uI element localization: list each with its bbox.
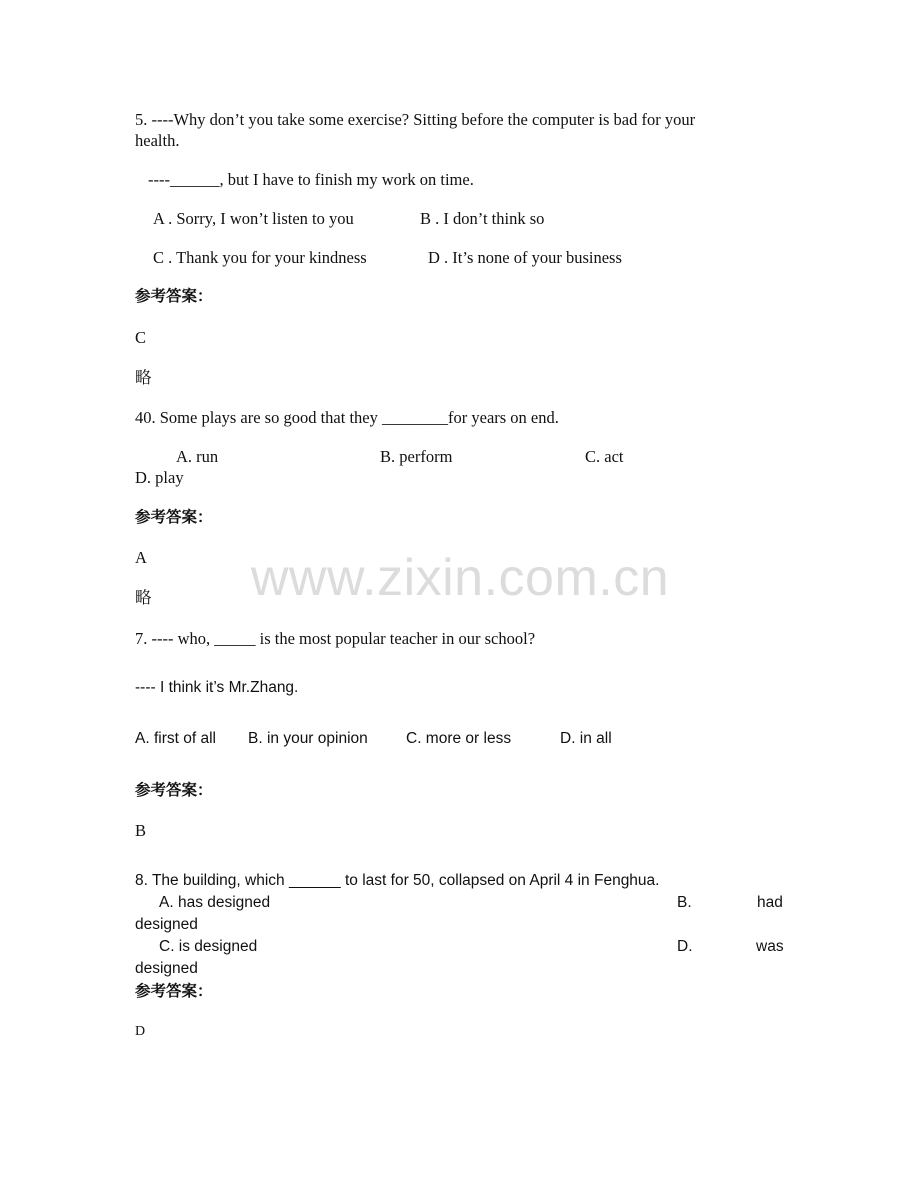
- q5-stem-line1: 5. ----Why don’t you take some exercise? Sitting before the computer is bad for your: [135, 110, 696, 129]
- q7-option-b: B. in your opinion: [248, 730, 368, 747]
- q40-answer-label: 参考答案：: [135, 508, 213, 526]
- q40-note: 略: [135, 588, 152, 607]
- q7-stem: 7. ---- who, _____ is the most popular teacher in our school?: [135, 629, 536, 648]
- q8-stem: 8. The building, which ______ to last for 50, collapsed on April 4 in Fenghua.: [135, 872, 660, 889]
- q5-option-a: A . Sorry, I won’t listen to you: [153, 209, 354, 228]
- q8-option-d-word1: was: [756, 938, 784, 955]
- q7-reply: ---- I think it’s Mr.Zhang.: [135, 679, 299, 696]
- q40-option-a: A. run: [176, 447, 219, 466]
- q8-option-d-word2: designed: [135, 960, 198, 977]
- q8-answer-label: 参考答案：: [135, 982, 213, 1000]
- q40-option-b: B. perform: [380, 447, 453, 466]
- q5-option-b: B . I don’t think so: [420, 209, 545, 228]
- q5-answer: C: [135, 328, 147, 347]
- q5-option-c: C . Thank you for your kindness: [153, 248, 367, 267]
- q5-note: 略: [135, 368, 152, 387]
- q40-answer: A: [135, 548, 147, 567]
- q8-option-b-letter: B.: [677, 894, 692, 911]
- q7-option-c: C. more or less: [406, 730, 512, 747]
- watermark: www.zixin.com.cn: [250, 549, 670, 607]
- q8-option-b-word2: designed: [135, 916, 198, 933]
- q40-option-d: D. play: [135, 468, 184, 487]
- q40-option-c: C. act: [585, 447, 624, 466]
- q7-answer: B: [135, 821, 147, 840]
- q7-option-d: D. in all: [560, 730, 612, 747]
- q5-reply: ----______, but I have to finish my work on time.: [148, 170, 474, 189]
- q5-option-d: D . It’s none of your business: [428, 248, 622, 267]
- q5-stem-line2: health.: [135, 131, 180, 150]
- q40-stem: 40. Some plays are so good that they ________for years on end.: [135, 408, 559, 427]
- q8-option-b-word1: had: [757, 894, 783, 911]
- q8-option-d-letter: D.: [677, 938, 693, 955]
- q8-answer: D: [135, 1024, 146, 1039]
- q5-answer-label: 参考答案：: [135, 287, 213, 305]
- q8-option-a: A. has designed: [159, 894, 271, 911]
- q7-answer-label: 参考答案：: [135, 781, 213, 799]
- q7-option-a: A. first of all: [135, 730, 216, 747]
- q8-option-c: C. is designed: [159, 938, 258, 955]
